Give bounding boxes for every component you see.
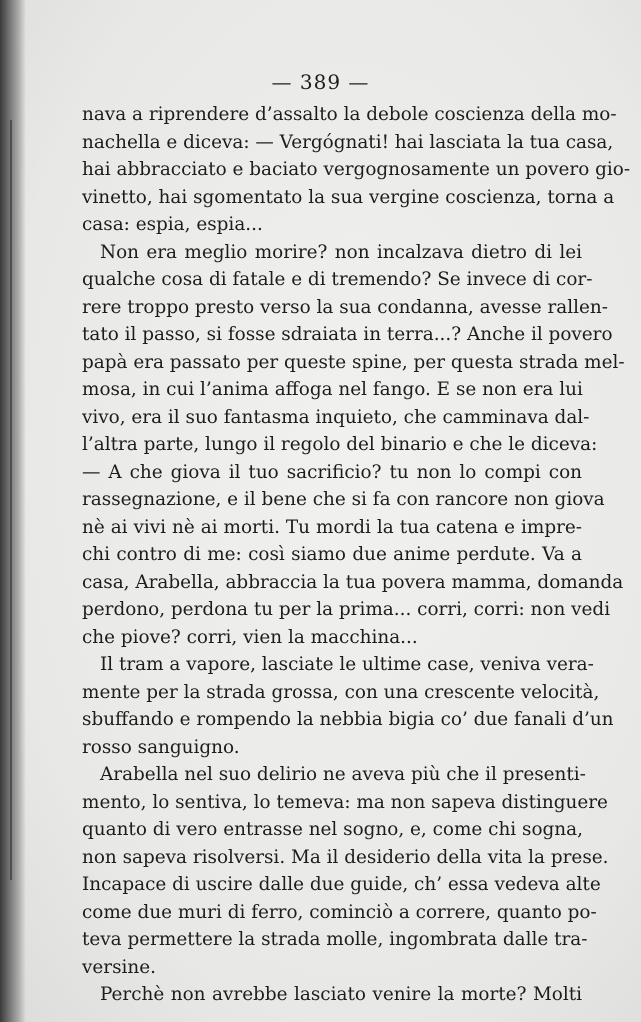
body-text (82, 101, 631, 1009)
text-line: perdono, perdona tu per la prima... corri, corri: non vedi (82, 599, 611, 620)
text-line: mosa, in cui l’anima affoga nel fango. E se non era lui (82, 379, 583, 400)
text-line: mente per la strada grossa, con una crescente velocità, (82, 681, 600, 703)
text-line: nè ai vivi nè ai morti. Tu mordi la tua catena e impre- (82, 516, 582, 538)
text-line: vivo, era il suo fantasma inquieto, che camminava dal- (82, 406, 590, 428)
text-line: nava a riprendere d’assalto la debole coscienza della mo- (82, 104, 617, 125)
text-line: Perchè non avrebbe lasciato venire la morte? Molti (100, 984, 582, 1005)
text-line: qualche cosa di fatale e di tremendo? Se invece di cor- (82, 269, 593, 290)
binding-shadow (0, 0, 26, 1022)
text-line: mento, lo sentiva, lo temeva: ma non sapeva distinguere (82, 791, 608, 813)
text-line: Incapace di uscire dalle due guide, ch’ essa vedeva alte (82, 874, 601, 895)
page-number: — 389 — (271, 70, 370, 94)
text-line: che piove? corri, vien la macchina... (82, 626, 418, 648)
text-line: hai abbracciato e baciato vergognosamente un povero gio- (82, 159, 631, 180)
binding-crease (10, 120, 12, 880)
text-line: vinetto, hai sgomentato la sua vergine coscienza, torna a (82, 186, 615, 208)
text-line: — A che giova il tuo sacrificio? tu non lo compi con (82, 461, 582, 483)
text-line: Non era meglio morire? non incalzava dietro di lei (100, 241, 582, 263)
text-line: tato il passo, si fosse sdraiata in terra...? Anche il povero (82, 324, 613, 345)
text-line: come due muri di ferro, cominciò a correre, quanto po- (82, 901, 597, 923)
text-line: quanto di vero entrasse nel sogno, e, come chi sogna, (82, 819, 583, 840)
text-line: papà era passato per queste spine, per questa strada mel- (82, 351, 625, 373)
text-line: rosso sanguigno. (82, 736, 240, 758)
text-line: non sapeva risolversi. Ma il desiderio della vita la prese. (82, 846, 609, 868)
text-line: rassegnazione, e il bene che si fa con rancore non giova (82, 489, 605, 510)
text-line: Arabella nel suo delirio ne aveva più che il presenti- (100, 764, 586, 785)
text-line: rere troppo presto verso la sua condanna, avesse rallen- (82, 296, 608, 318)
text-line: casa: espia, espia... (82, 214, 263, 235)
text-line: chi contro di me: così siamo due anime perdute. Va a (82, 544, 582, 565)
text-line: nachella e diceva: — Vergógnati! hai lasciata la tua casa, (82, 131, 614, 153)
text-line: l’altra parte, lungo il regolo del binario e che le diceva: (82, 434, 598, 455)
text-line: versine. (82, 956, 156, 978)
text-line: Il tram a vapore, lasciate le ultime case, veniva vera- (100, 654, 594, 675)
text-line: casa, Arabella, abbraccia la tua povera mamma, domanda (82, 571, 624, 593)
text-line: teva permettere la strada molle, ingombrata dalle tra- (82, 929, 588, 950)
text-line: sbuffando e rompendo la nebbia bigia co’ due fanali d’un (82, 709, 614, 730)
